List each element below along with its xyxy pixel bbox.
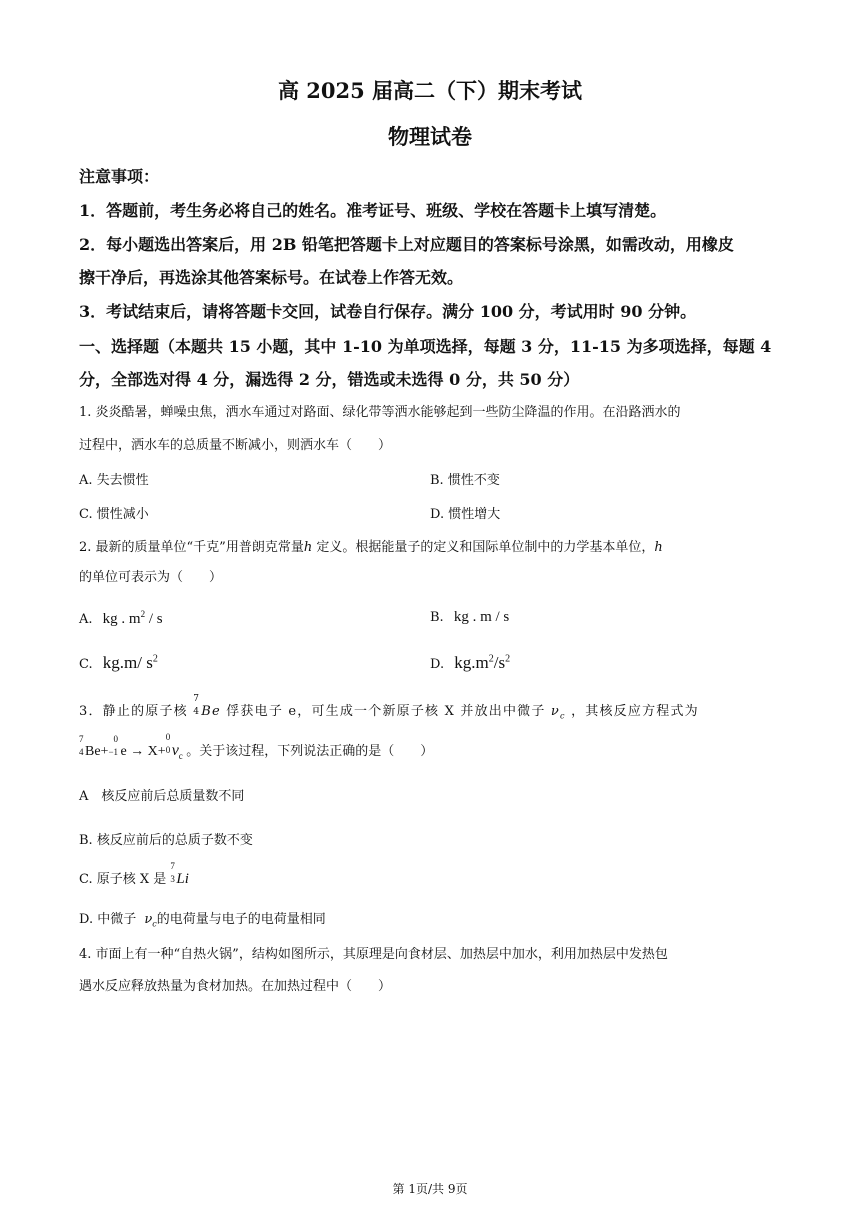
q2-option-a-label: A. (79, 612, 93, 627)
q2-option-a-pre: kg . m (102, 611, 141, 627)
q1-option-c: C. 惯性减小 (79, 507, 149, 522)
q3-li-mass: 7 (170, 861, 175, 871)
q2-option-d-label: D. (430, 657, 445, 672)
q3-eq-nu-sub: c (178, 750, 183, 761)
q3-be-symbol: Be (201, 704, 221, 719)
notice-heading: 注意事项： (79, 167, 160, 186)
q3-equation (79, 732, 186, 761)
exam-subtitle: 物理试卷 (388, 124, 472, 149)
q3-option-d-pre: D. 中微子 (79, 912, 137, 927)
q2-stem-line-1 (79, 536, 663, 555)
q3-option-d-nu-sub: c (152, 919, 157, 929)
page-footer: 第 1页/共 9页 (392, 1182, 468, 1196)
section-1-line-1: 一、选择题（本题共 15 小题，其中 1-10 为单项选择，每题 3 分，11-15 为多项选择，每题 4 (79, 337, 772, 356)
q3-option-d-post: 的电荷量与电子的电荷量相同 (156, 912, 326, 927)
q3-eq-be (79, 734, 109, 760)
notice-item-2-line-2: 擦干净后，再选涂其他答案标号。在试卷上作答无效。 (79, 268, 464, 287)
q2-option-c (79, 653, 158, 673)
q3-option-d-nu-symbol: ν (144, 912, 153, 927)
q3-eq-x: X+ (147, 744, 166, 759)
q3-eq-nu-charge: 0 (165, 745, 171, 755)
q2-stem-line-2: 的单位可表示为（ ） (79, 570, 223, 585)
q2-option-d-mid: /s (493, 653, 506, 672)
q3-nu-symbol: ν (550, 704, 561, 719)
q2-option-a-exp: 2 (140, 609, 146, 619)
q3-stem-pre: 3．静止的原子核 (79, 704, 188, 719)
q3-option-d (79, 908, 326, 929)
q3-nu-sub: c (560, 711, 566, 721)
q2-option-d-exp-2: 2 (505, 653, 511, 665)
q2-option-b-label: B. (430, 610, 444, 625)
q2-option-a (79, 609, 163, 628)
q3-nu (551, 704, 566, 719)
q2-option-d-pre: kg.m (454, 653, 489, 672)
q3-option-c (79, 861, 189, 888)
q2-option-c-pre: kg.m/ s (102, 653, 153, 672)
exam-title: 高 2025 届高二（下）期末考试 (277, 78, 583, 103)
q2-option-b-value: kg . m / s (453, 609, 510, 625)
q3-eq-be-charge: 4 (79, 747, 84, 757)
section-1-line-2: 分，全部选对得 4 分，漏选得 2 分，错选或未选得 0 分，共 50 分） (79, 370, 580, 389)
q3-eq-e-charge: −1 (108, 747, 119, 757)
q3-be-mass: 7 (193, 694, 201, 704)
notice-item-2-line-1: 2．每小题选出答案后，用 2B 铅笔把答题卡上对应题目的答案标号涂黑，如需改动，用橡皮 (79, 235, 734, 254)
q4-stem-line-2: 遇水反应释放热量为食材加热。在加热过程中（ ） (79, 979, 392, 994)
q2-option-c-label: C. (79, 657, 93, 672)
q3-eq-arrow: → (130, 744, 145, 759)
q3-eq-be-symbol: Be+ (85, 744, 109, 759)
q3-eq-e-symbol: e (120, 744, 127, 759)
q3-li-symbol: Li (176, 871, 189, 887)
q3-be-charge: 4 (193, 707, 201, 717)
q3-option-c-pre: C. 原子核 X 是 (79, 872, 167, 887)
q3-eq-e-mass: 0 (113, 734, 118, 744)
q3-stem-line-2-post: 。关于该过程，下列说法正确的是（ ） (186, 744, 434, 759)
q3-stem-line-2 (79, 732, 434, 761)
q2-symbol-h-end: h (654, 540, 663, 555)
q3-stem-mid: 俘获电子 e，可生成一个新原子核 X 并放出中微子 (226, 704, 546, 719)
q4-stem-line-1: 4. 市面上有一种“自热火锅”，结构如图所示，其原理是向食材层、加热层中加水，利用加热层中发热包 (79, 947, 668, 962)
q1-option-a: A. 失去惯性 (79, 473, 149, 488)
notice-item-3: 3．考试结束后，请将答题卡交回，试卷自行保存。满分 100 分，考试用时 90 分钟。 (79, 302, 697, 321)
q3-stem-line-1 (79, 694, 699, 721)
q3-li-charge: 3 (170, 874, 175, 884)
q2-symbol-h: h (303, 540, 313, 555)
q3-eq-nu-symbol: ν (171, 742, 179, 759)
q2-option-c-exp: 2 (152, 653, 158, 665)
q2-stem-pre: 2. 最新的质量单位“千克”用普朗克常量 (79, 540, 304, 555)
q3-stem-post: ，其核反应方程式为 (571, 704, 699, 719)
q3-option-d-nu (144, 912, 156, 927)
q3-eq-electron (108, 734, 127, 760)
q1-stem-line-1: 1. 炎炎酷暑，蝉噪虫焦，洒水车通过对路面、绿化带等洒水能够起到一些防尘降温的作用。在沿路洒水的 (79, 405, 681, 420)
q3-option-c-li (170, 861, 189, 888)
q2-option-d (430, 653, 510, 673)
q3-nuclide-be (193, 694, 221, 719)
q3-eq-be-mass: 7 (79, 734, 84, 744)
q1-option-b: B. 惯性不变 (430, 473, 500, 488)
q3-eq-nu (165, 732, 183, 761)
q1-option-d: D. 惯性增大 (430, 507, 501, 522)
q3-option-a: A 核反应前后总质量数不同 (79, 789, 245, 804)
q1-stem-line-2: 过程中，洒水车的总质量不断减小，则洒水车（ ） (79, 438, 392, 453)
q3-eq-nu-mass: 0 (165, 732, 171, 742)
q2-stem-post: 定义。根据能量子的定义和国际单位制中的力学基本单位， (312, 540, 655, 555)
q2-option-b (430, 609, 509, 626)
q2-option-a-post: / s (145, 611, 163, 627)
q3-option-b: B. 核反应前后的总质子数不变 (79, 833, 253, 848)
q2-option-d-exp-1: 2 (488, 653, 494, 665)
notice-item-1: 1．答题前，考生务必将自己的姓名。准考证号、班级、学校在答题卡上填写清楚。 (79, 201, 667, 220)
